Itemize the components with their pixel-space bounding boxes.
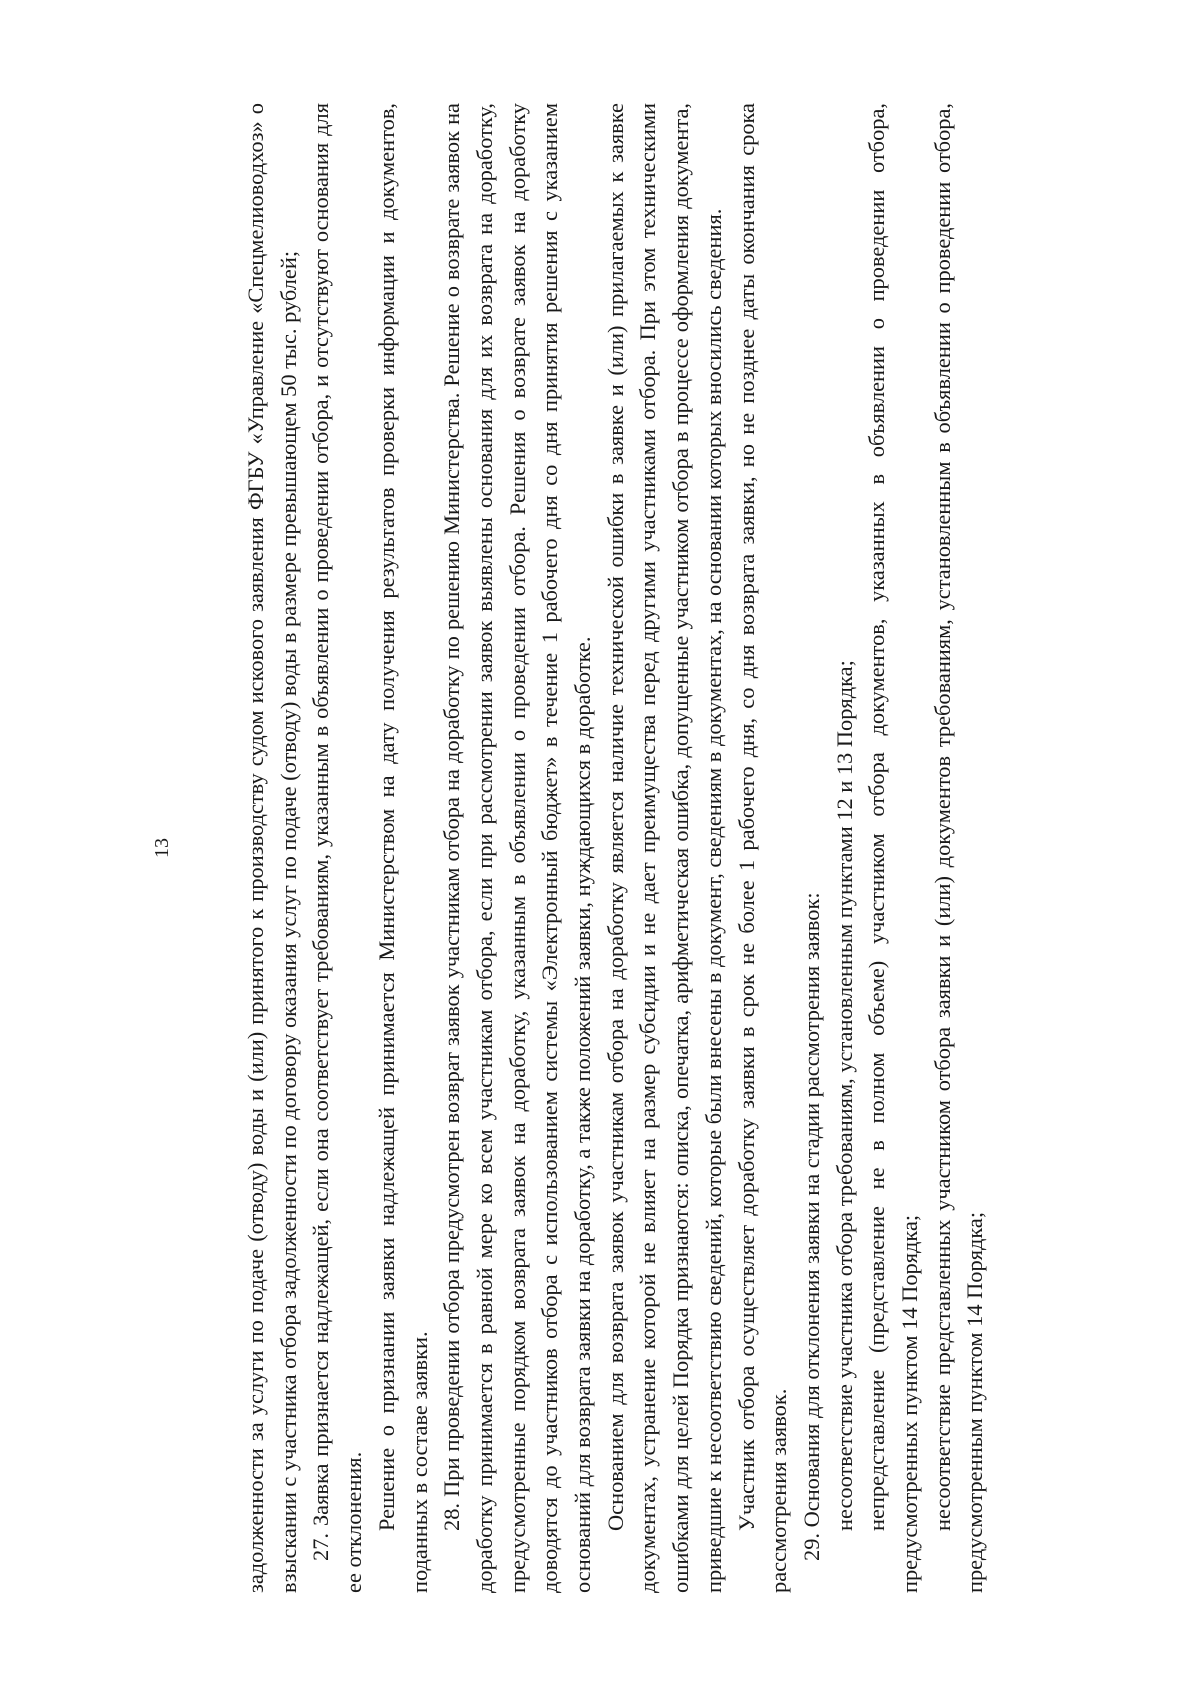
document-body — [240, 103, 992, 1593]
paragraph-29-item-1: несоответствие участника отбора требованиям, установленным пунктами 12 и 13 Порядка; — [831, 660, 857, 1531]
paragraph-29: 29. Основания для отклонения заявки на стадии рассмотрения заявок: — [798, 892, 824, 1561]
paragraph-27-decision: Решение о признании заявки надлежащей принимается Министерством на дату получения результатов проверки информации и документов, поданных в составе заявки. — [373, 103, 432, 1593]
paragraph-28-grounds: Основанием для возврата заявок участникам отбора на доработку является наличие технической ошибки в заявке и (или) прилагаемых к заявке документах, устранение которой не влияет на размер субсидии и не дает преимущества перед другими участниками отбора. При этом техническими ошибками для целей Порядка признаются: описка, опечатка, арифметическая ошибка, допущенные участником отбора в процессе оформления документа, приведшие к несоответствию сведений, которые были внесены в документ, сведениям в документах, на основании которых вносились сведения. — [602, 103, 726, 1593]
rotated-page-content — [150, 103, 1050, 1593]
paragraph-29-item-3: несоответствие представленных участником отбора заявки и (или) документов требованиям, установленным в объявлении о проведении отбора, предусмотренным пунктом 14 Порядка; — [929, 103, 988, 1593]
paragraph-27: 27. Заявка признается надлежащей, если она соответствует требованиям, указанным в объявлении о проведении отбора, и отсутствуют основания для ее отклонения. — [308, 103, 367, 1593]
page-number: 13 — [151, 838, 173, 858]
paragraph-28: 28. При проведении отбора предусмотрен возврат заявок участникам отбора на доработку по решению Министерства. Решение о возврате заявок на доработку принимается в равной мере ко всем участникам отбора, если при рассмотрении заявок выявлены основания для их возврата на доработку, предусмотренные порядком возврата заявок на доработку, указанным в объявлении о проведении отбора. Решения о возврате заявок на доработку доводятся до участников отбора с использованием системы «Электронный бюджет» в течение 1 рабочего дня со дня принятия решения с указанием оснований для возврата заявки на доработку, а также положений заявки, нуждающихся в доработке. — [439, 103, 596, 1593]
paragraph-28-deadline: Участник отбора осуществляет доработку заявки в срок не более 1 рабочего дня, со дня возврата заявки, но не позднее даты окончания срока рассмотрения заявок. — [733, 103, 792, 1593]
paragraph-debt-continuation: задолженности за услуги по подаче (отводу) воды и (или) принятого к производству судом искового заявления ФГБУ «Управление «Спецмелиоводхоз» о взыскании с участника отбора задолженности по договору оказания услуг по подаче (отводу) воды в размере превышающем 50 тыс. рублей; — [243, 103, 301, 1593]
paragraph-29-item-2: непредставление (представление не в полном объеме) участником отбора документов, указанных в объявлении о проведении отбора, предусмотренных пунктом 14 Порядка; — [864, 103, 923, 1593]
